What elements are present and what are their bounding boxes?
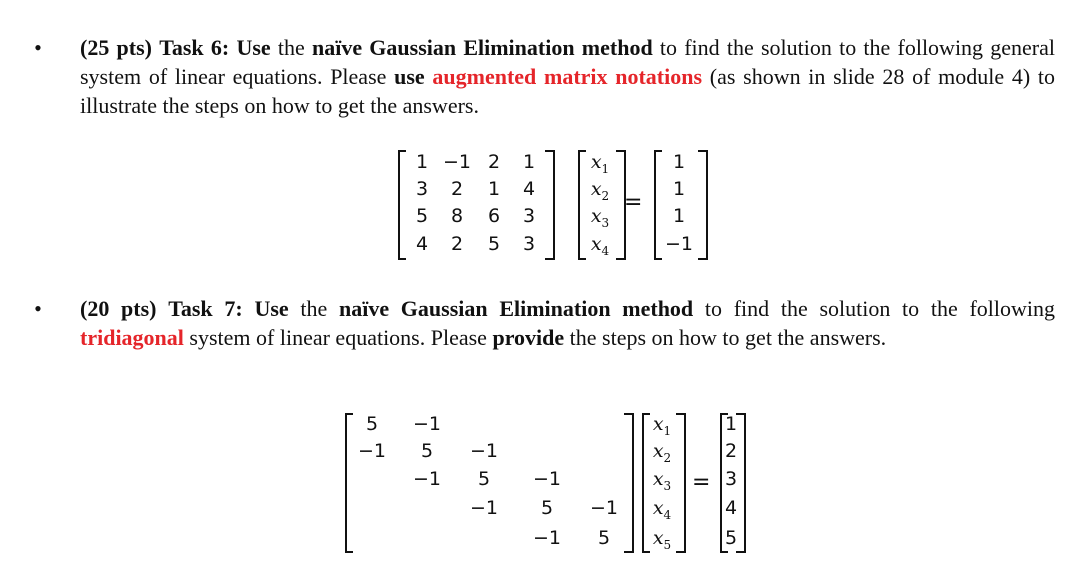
task7-variable-x5: $x_5$ <box>652 527 672 552</box>
task7-text-4: the steps on how to get the answers. <box>564 325 887 350</box>
task6-matrix-cell: 1 <box>415 151 429 173</box>
task7-text-3: system of linear equations. Please <box>183 325 493 350</box>
task7-rhs-cell: 3 <box>724 468 738 490</box>
task7-matrix-cell: −1 <box>412 413 441 435</box>
task7-matrix-cell: 5 <box>477 468 491 490</box>
task7-matrix-cell: −1 <box>589 497 618 519</box>
task6-method: naïve Gaussian Elimination method <box>311 35 653 60</box>
bullet-task7: • <box>34 296 42 321</box>
task6-matrix-cell: 2 <box>450 178 464 200</box>
task7-matrix-cell: −1 <box>532 468 561 490</box>
task6-points: (25 pts) <box>80 35 152 60</box>
bullet-task6: • <box>34 35 42 60</box>
task7-rhs-cell: 5 <box>724 527 738 549</box>
task7-matrix-cell: 5 <box>365 413 379 435</box>
task7-matrix-cell: 5 <box>420 440 434 462</box>
task6-rhs-cell: −1 <box>664 233 693 255</box>
task6-variable-x2: $x_2$ <box>590 178 610 203</box>
task7-points: (20 pts) <box>80 296 157 321</box>
task7-variable-x2: $x_2$ <box>652 440 672 465</box>
task6-rhs-cell: 1 <box>672 205 686 227</box>
task7-equals-sign: = <box>692 470 711 495</box>
task6-text-4: (as shown in slide 28 of module 4) to illustrate the steps on how to get the answers. <box>80 64 1055 118</box>
task6-text-2: to find the solution to the following general system of linear equations. Please <box>80 35 1055 89</box>
task6-matrix-cell: 3 <box>415 178 429 200</box>
task6-matrix-cell: 1 <box>487 178 501 200</box>
task6-rhs-cell: 1 <box>672 151 686 173</box>
task7-variable-x1: $x_1$ <box>652 413 672 438</box>
task7-variable-x3: $x_3$ <box>652 468 672 493</box>
task7-matrix-cell: −1 <box>469 497 498 519</box>
task7-matrix-cell: −1 <box>532 527 561 549</box>
task7-method: naïve Gaussian Elimination method <box>338 296 694 321</box>
task6-matrix-cell: 4 <box>522 178 536 200</box>
task6-variable-x1: $x_1$ <box>590 151 610 176</box>
task6-augmented-notation: augmented matrix notations <box>432 64 703 89</box>
task7-variable-x4: $x_4$ <box>652 497 672 522</box>
task7-matrix-cell: 5 <box>540 497 554 519</box>
task7-provide: provide <box>492 325 565 350</box>
task7-tridiagonal: tridiagonal <box>80 325 184 350</box>
task6-use: Use <box>236 35 271 60</box>
task7-matrix-cell: −1 <box>412 468 441 490</box>
task6-rhs-cell: 1 <box>672 178 686 200</box>
task6-equals-sign: = <box>624 190 643 215</box>
task6-matrix-cell: 3 <box>522 233 536 255</box>
task6-matrix-cell: −1 <box>442 151 471 173</box>
task6-variable-x4: $x_4$ <box>590 233 610 258</box>
task7-matrix-cell: 5 <box>597 527 611 549</box>
task6-text-1: the <box>270 35 312 60</box>
task6-matrix-cell: 2 <box>487 151 501 173</box>
task6-matrix-cell: 2 <box>450 233 464 255</box>
task6-matrix-cell: 8 <box>450 205 464 227</box>
task6-matrix-cell: 1 <box>522 151 536 173</box>
task6-matrix-cell: 5 <box>487 233 501 255</box>
task7-matrix-cell: −1 <box>469 440 498 462</box>
task6-use-2: use <box>394 64 425 89</box>
task6-matrix-cell: 6 <box>487 205 501 227</box>
task7-matrix-cell: −1 <box>357 440 386 462</box>
task6-variable-x3: $x_3$ <box>590 205 610 230</box>
task6-matrix-cell: 4 <box>415 233 429 255</box>
task6-matrix-cell: 3 <box>522 205 536 227</box>
task7-text-2: to find the solution to the following <box>693 296 1056 321</box>
task7-label: Task 7: <box>168 296 243 321</box>
task7-use: Use <box>254 296 289 321</box>
task7-rhs-cell: 2 <box>724 440 738 462</box>
task6-matrix-cell: 5 <box>415 205 429 227</box>
task7-rhs-cell: 1 <box>724 413 738 435</box>
task6-label: Task 6: <box>159 35 230 60</box>
task7-rhs-cell: 4 <box>724 497 738 519</box>
task7-text-1: the <box>288 296 339 321</box>
